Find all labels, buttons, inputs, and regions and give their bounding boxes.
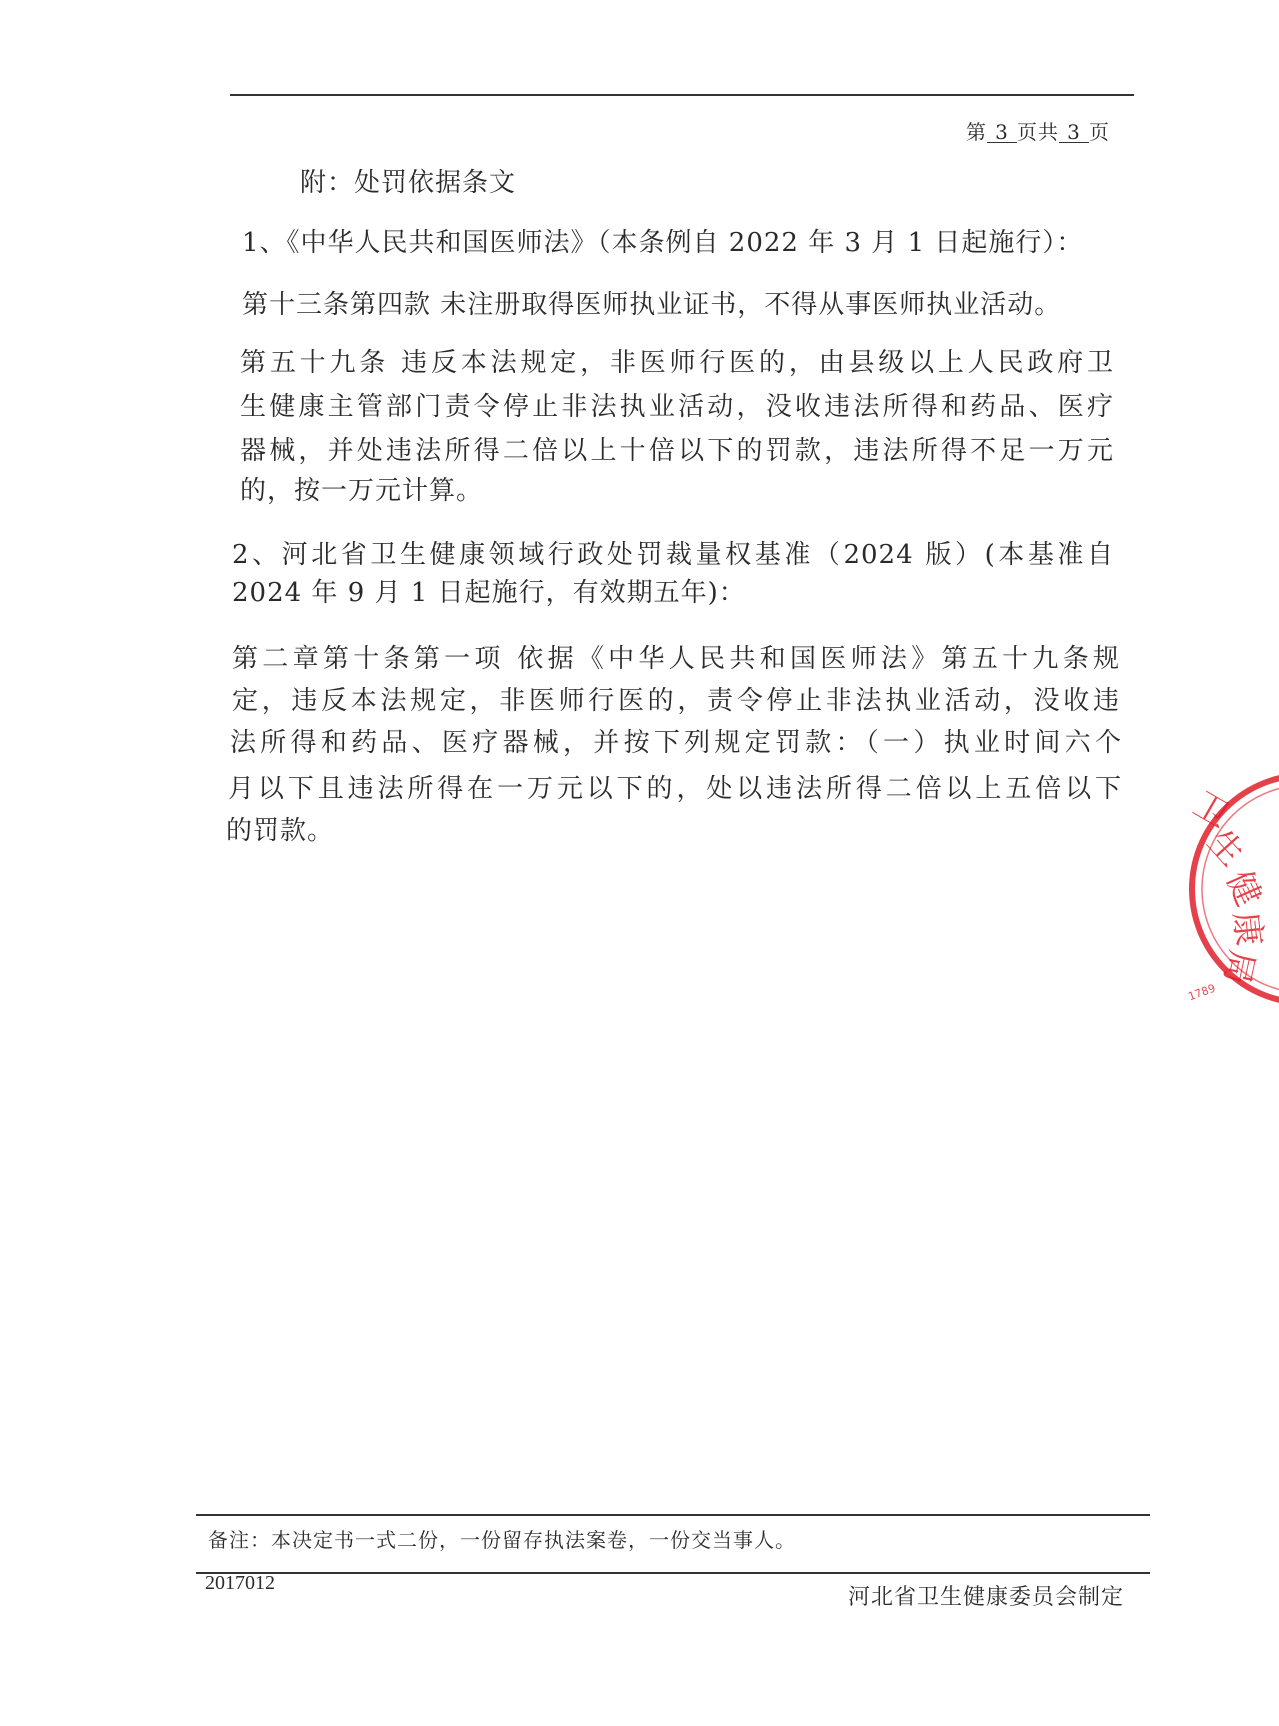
svg-text:卫: 卫 — [1186, 784, 1236, 837]
svg-text:1789: 1789 — [1186, 981, 1218, 1004]
chapter-line: 月以下且违法所得在一万元以下的，处以违法所得二倍以上五倍以下 — [228, 774, 1122, 804]
footer-rule-top — [196, 1514, 1150, 1516]
section1-title: 1、《中华人民共和国医师法》（本条例自 2022 年 3 月 1 日起施行）： — [242, 228, 1084, 258]
page-prefix: 第 — [966, 120, 987, 144]
page-indicator — [966, 116, 1110, 145]
chapter-line: 的罚款。 — [226, 816, 335, 846]
chapter-line: 定，违反本法规定，非医师行医的，责令停止非法执业活动，没收违 — [232, 686, 1120, 716]
official-seal — [1186, 762, 1279, 1016]
footer-note: 备注：本决定书一式二份，一份留存执法案卷，一份交当事人。 — [208, 1528, 796, 1552]
chapter-line: 法所得和药品、医疗器械，并按下列规定罚款：（一）执业时间六个 — [230, 728, 1122, 758]
svg-text:生: 生 — [1199, 822, 1252, 875]
article59-line: 生健康主管部门责令停止非法执业活动，没收违法所得和药品、医疗 — [240, 392, 1114, 422]
page-middle: 页共 — [1017, 120, 1059, 144]
svg-text:局: 局 — [1215, 946, 1262, 988]
svg-text:康: 康 — [1225, 909, 1269, 948]
svg-text:健: 健 — [1218, 864, 1269, 913]
attachment-title: 附：处罚依据条文 — [300, 168, 517, 198]
page-current: 3 — [987, 122, 1017, 143]
article59-line: 第五十九条 违反本法规定，非医师行医的，由县级以上人民政府卫 — [240, 348, 1114, 378]
header-rule — [230, 94, 1134, 96]
issuer-label: 河北省卫生健康委员会制定 — [848, 1585, 1125, 1610]
article13-text: 第十三条第四款 未注册取得医师执业证书，不得从事医师执业活动。 — [242, 290, 1062, 320]
form-code: 2017012 — [205, 1572, 275, 1594]
footer-rule-bottom — [196, 1572, 1150, 1574]
section2-title-line: 2024 年 9 月 1 日起施行，有效期五年)： — [232, 578, 746, 608]
article59-line: 的，按一万元计算。 — [240, 476, 484, 506]
page-total: 3 — [1059, 122, 1089, 143]
chapter-line: 第二章第十条第一项 依据《中华人民共和国医师法》第五十九条规 — [232, 644, 1120, 674]
section2-title-line: 2、河北省卫生健康领域行政处罚裁量权基准（2024 版）(本基准自 — [232, 540, 1114, 570]
page-suffix: 页 — [1089, 120, 1110, 144]
article59-line: 器械，并处违法所得二倍以上十倍以下的罚款，违法所得不足一万元 — [240, 436, 1114, 466]
